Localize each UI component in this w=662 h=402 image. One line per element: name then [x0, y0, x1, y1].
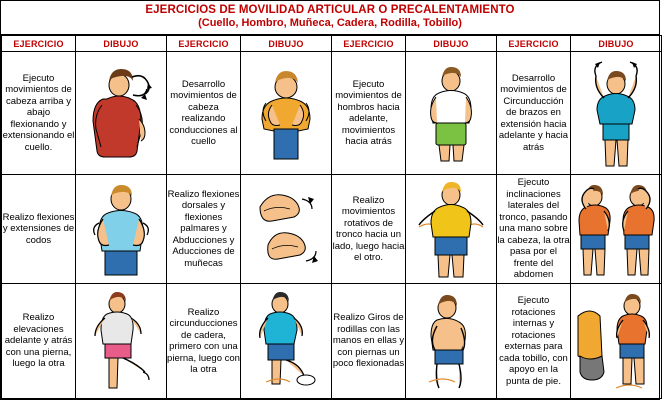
elbow-flexion-figure	[76, 177, 166, 281]
exercise-illustration	[241, 284, 332, 399]
leg-raise-figure	[76, 286, 166, 396]
column-header-dibujo-1: DIBUJO	[76, 36, 167, 52]
hip-circumduction-figure	[241, 286, 331, 396]
exercise-text: Realizo Giros de rodillas con las manos en ellas y con piernas un poco flexionadas	[332, 284, 406, 399]
lateral-bend-figure	[571, 177, 661, 281]
exercise-illustration	[406, 52, 497, 175]
exercise-illustration	[571, 52, 662, 175]
exercise-text: Desarrollo movimientos de Circunducción de brazos en extensión hacia adelante y hacia atrás	[497, 52, 571, 175]
table-row	[2, 284, 662, 399]
exercise-text: Ejecuto rotaciones internas y rotaciones externas para cada tobillo, con apoyo en la punta de pie.	[497, 284, 571, 399]
exercise-text: Ejecuto movimientos de hombros hacia adelante, movimientos hacia atrás	[332, 52, 406, 175]
shoulder-forward-figure	[406, 61, 496, 165]
exercise-illustration	[406, 175, 497, 284]
exercise-illustration	[76, 284, 167, 399]
exercise-text: Realizo elevaciones adelante y atrás con una pierna, luego la otra	[2, 284, 76, 399]
exercise-text: Realizo flexiones dorsales y flexiones palmares y Abducciones y Aducciones de muñecas	[167, 175, 241, 284]
column-header-ejercicio-1: EJERCICIO	[2, 36, 76, 52]
exercise-text: Realizo circunducciones de cadera, primero con una pierna, luego con la otra	[167, 284, 241, 399]
exercise-text: Ejecuto inclinaciones laterales del tronco, pasando una mano sobre la cabeza, la otra pasa por el frente del abdomen	[497, 175, 571, 284]
neck-rotation-figure	[241, 61, 331, 165]
exercise-table	[1, 35, 662, 399]
neck-flexion-figure	[76, 61, 166, 165]
column-header-ejercicio-3: EJERCICIO	[332, 36, 406, 52]
exercise-illustration	[76, 52, 167, 175]
knee-rotation-figure	[406, 286, 496, 396]
exercise-illustration	[241, 175, 332, 284]
wrist-flexion-figure	[241, 177, 331, 281]
column-header-dibujo-3: DIBUJO	[406, 36, 497, 52]
arm-circumduction-figure	[571, 54, 661, 172]
column-header-ejercicio-4: EJERCICIO	[497, 36, 571, 52]
exercise-illustration	[571, 284, 662, 399]
exercise-text: Desarrollo movimientos de cabeza realizando conducciones al cuello	[167, 52, 241, 175]
exercise-text: Realizo movimientos rotativos de tronco hacia un lado, luego hacia el otro.	[332, 175, 406, 284]
exercise-illustration	[76, 175, 167, 284]
trunk-rotation-figure	[406, 177, 496, 281]
exercise-text: Ejecuto movimientos de cabeza arriba y abajo flexionando y extensionando el cuello.	[2, 52, 76, 175]
ankle-rotation-figure	[571, 286, 661, 396]
exercise-illustration	[241, 52, 332, 175]
column-header-ejercicio-2: EJERCICIO	[167, 36, 241, 52]
exercise-illustration	[406, 284, 497, 399]
page-title: EJERCICIOS DE MOVILIDAD ARTICULAR O PRECALENTAMIENTO	[145, 4, 515, 16]
title-bar	[1, 1, 659, 35]
table-row	[2, 175, 662, 284]
page-subtitle: (Cuello, Hombro, Muñeca, Cadera, Rodilla, Tobillo)	[198, 17, 462, 29]
exercise-illustration	[571, 175, 662, 284]
column-header-dibujo-4: DIBUJO	[571, 36, 662, 52]
column-header-dibujo-2: DIBUJO	[241, 36, 332, 52]
exercise-text: Realizo flexiones y extensiones de codos	[2, 175, 76, 284]
table-row	[2, 52, 662, 175]
table-header-row	[2, 36, 662, 52]
